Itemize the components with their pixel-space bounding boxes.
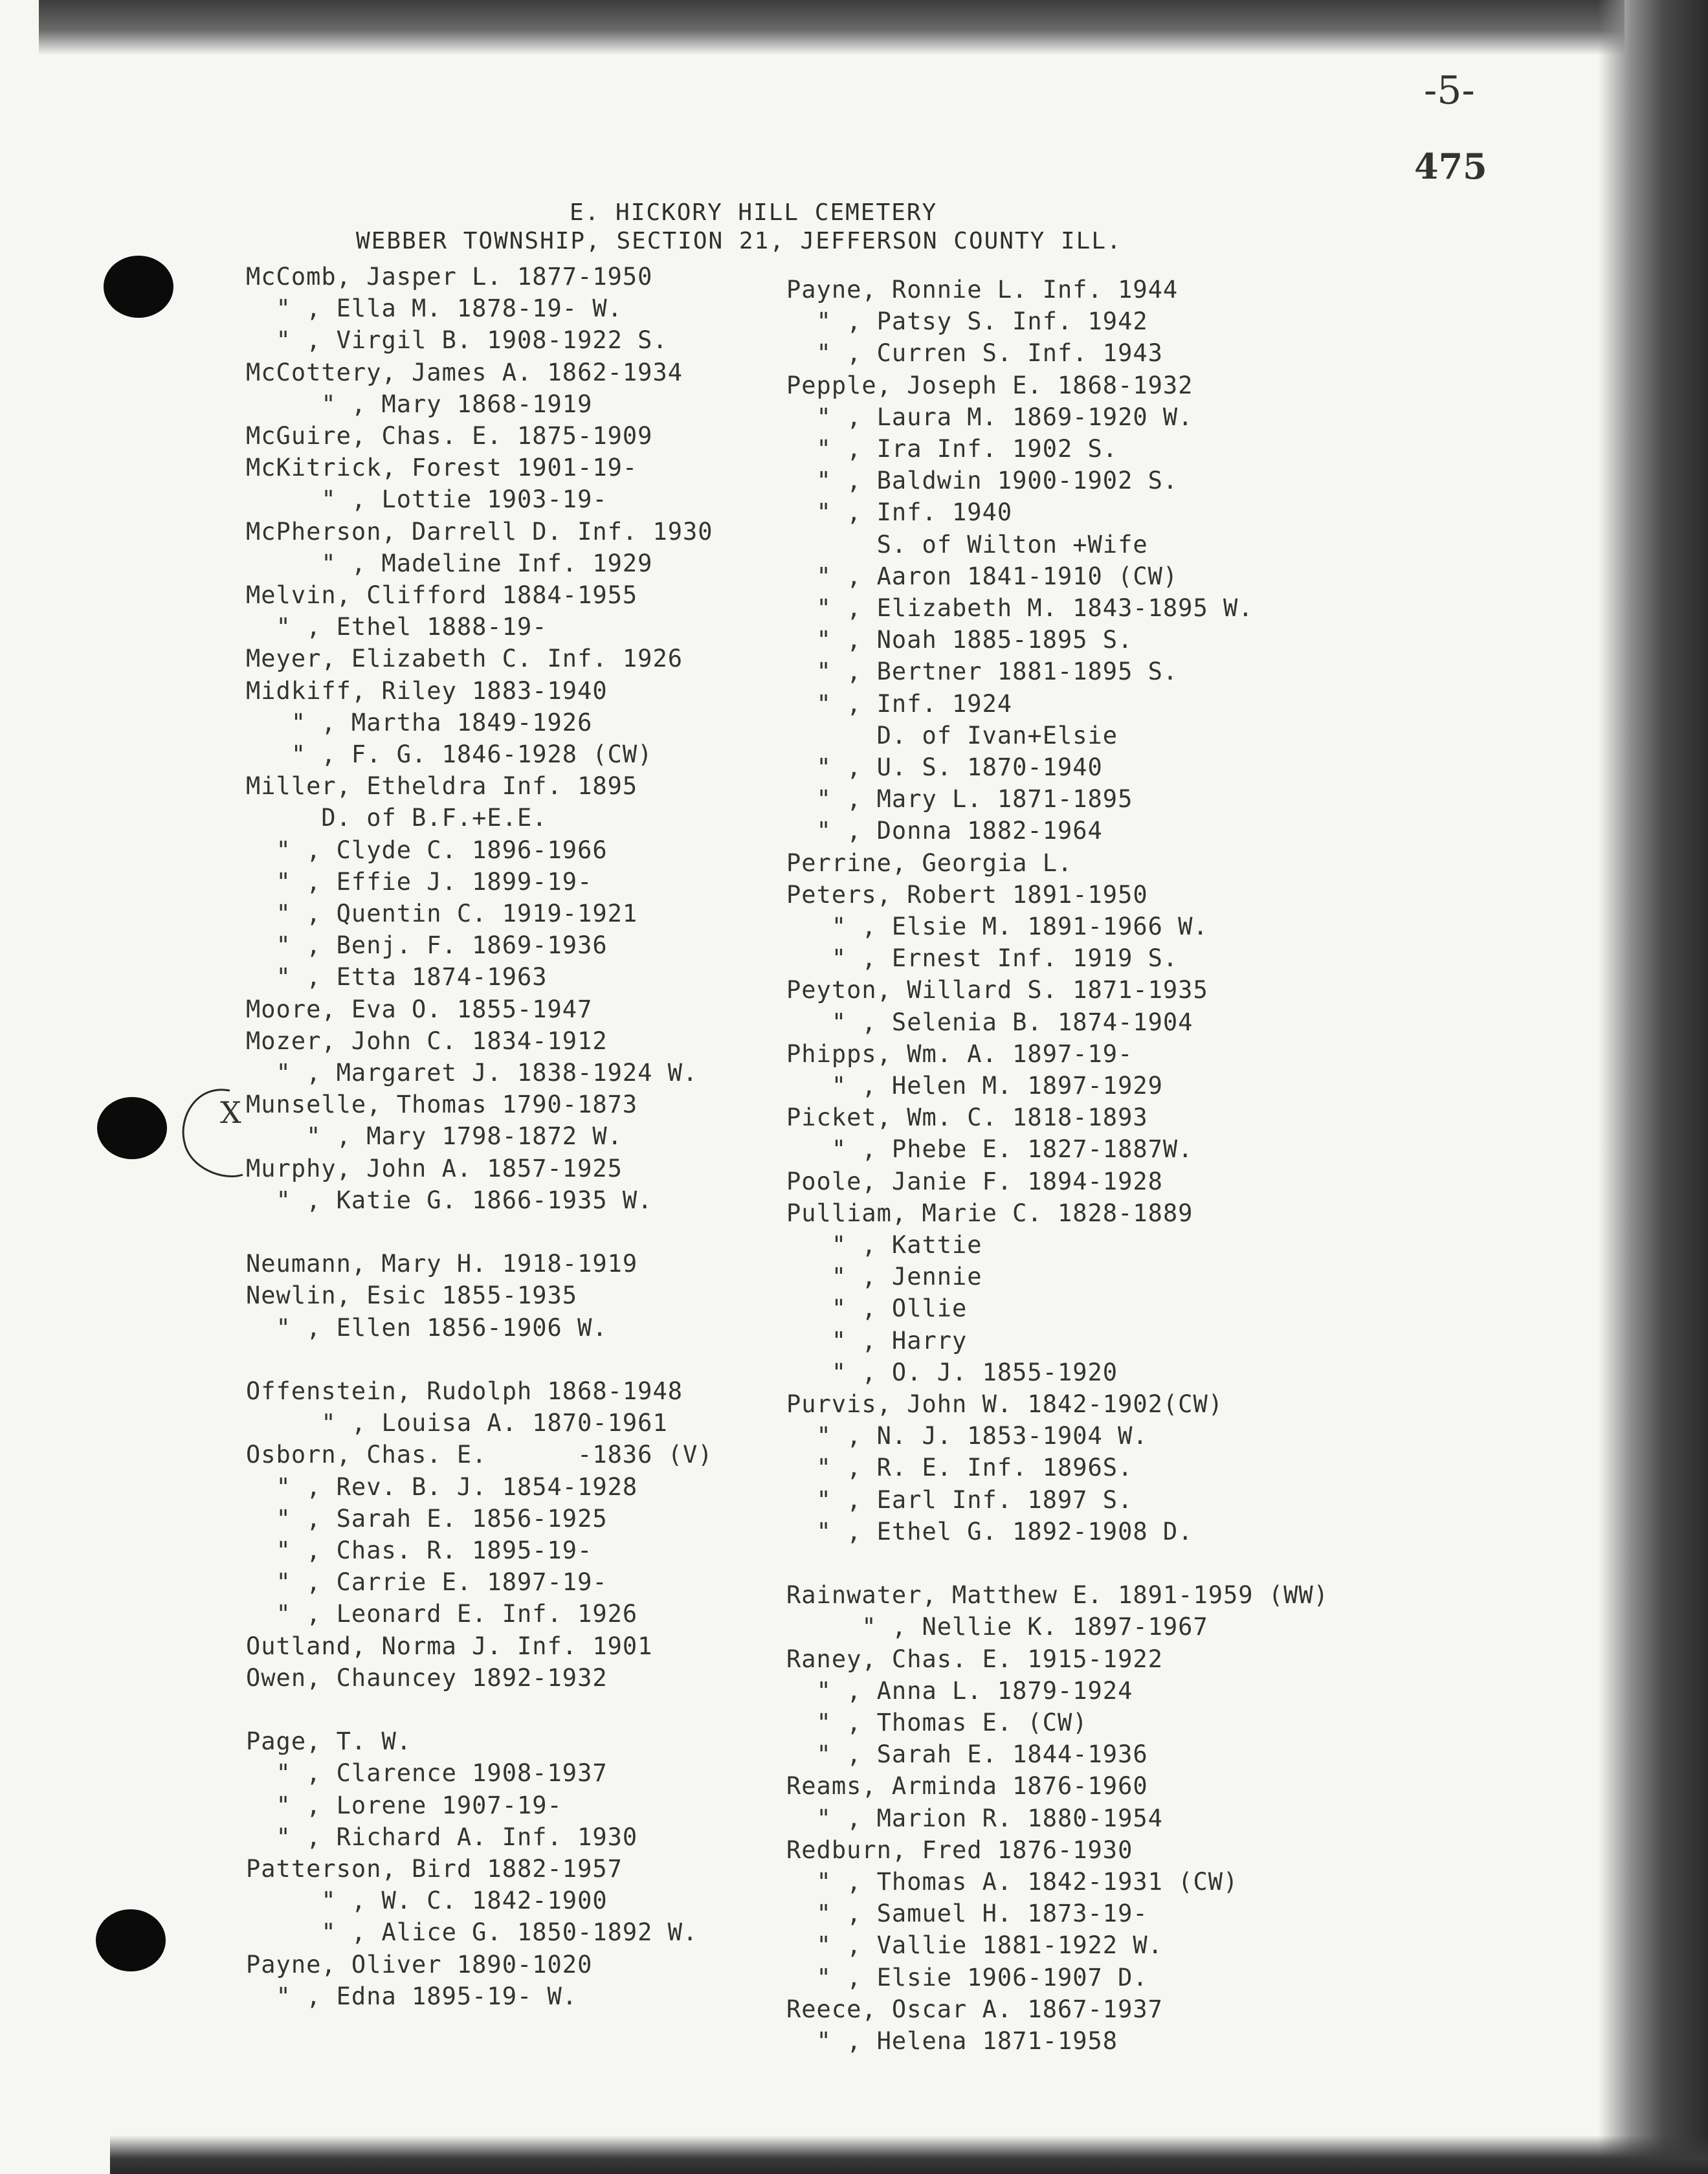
burial-entry: " , Harry	[786, 1326, 968, 1355]
burial-entry: " , Phebe E. 1827-1887W.	[786, 1135, 1193, 1164]
burial-entry: " , W. C. 1842-1900	[246, 1887, 608, 1915]
burial-entry: Picket, Wm. C. 1818-1893	[786, 1104, 1148, 1132]
burial-entry: Perrine, Georgia L.	[786, 849, 1073, 877]
punch-hole-icon	[96, 1909, 166, 1971]
burial-entry: Newlin, Esic 1855-1935	[246, 1281, 578, 1310]
burial-entry: Miller, Etheldra Inf. 1895	[246, 772, 638, 801]
burial-entry: Raney, Chas. E. 1915-1922	[786, 1645, 1163, 1673]
burial-entry: S. of Wilton +Wife	[786, 530, 1148, 559]
burial-entry: " , Jennie	[786, 1263, 982, 1291]
burial-entry: " , Curren S. Inf. 1943	[786, 339, 1163, 368]
burial-entry: " , Benj. F. 1869-1936	[246, 931, 608, 960]
page-number: -5-	[1424, 68, 1475, 113]
burial-entry: " , N. J. 1853-1904 W.	[786, 1422, 1148, 1450]
burial-entry: " , Sarah E. 1844-1936	[786, 1740, 1148, 1769]
burial-entry: Patterson, Bird 1882-1957	[246, 1855, 623, 1883]
burial-entry: " , Edna 1895-19- W.	[246, 1982, 578, 2010]
burial-entry: Peters, Robert 1891-1950	[786, 880, 1148, 909]
burial-entry: " , Baldwin 1900-1902 S.	[786, 467, 1179, 495]
copier-shadow-right	[1598, 0, 1708, 2174]
copier-shadow-top	[39, 0, 1625, 55]
burial-entry: Payne, Ronnie L. Inf. 1944	[786, 276, 1179, 304]
copier-shadow-bottom	[110, 2135, 1708, 2174]
burial-entry: " , Carrie E. 1897-19-	[246, 1568, 608, 1597]
burial-entry: McCottery, James A. 1862-1934	[246, 358, 683, 386]
burial-entry: " , Patsy S. Inf. 1942	[786, 307, 1148, 336]
burial-entry: " , Alice G. 1850-1892 W.	[246, 1918, 698, 1947]
burial-entry: Offenstein, Rudolph 1868-1948	[246, 1377, 683, 1405]
burial-entry: Outland, Norma J. Inf. 1901	[246, 1632, 653, 1660]
burial-entry: " , Martha 1849-1926	[246, 708, 593, 737]
burial-entry: " , R. E. Inf. 1896S.	[786, 1454, 1133, 1482]
burial-entry: " , Marion R. 1880-1954	[786, 1804, 1163, 1832]
burial-entry: Munselle, Thomas 1790-1873	[246, 1091, 638, 1119]
burial-entry: " , Aaron 1841-1910 (CW)	[786, 562, 1179, 590]
burial-entry: Meyer, Elizabeth C. Inf. 1926	[246, 645, 683, 673]
burial-entry: " , Elsie 1906-1907 D.	[786, 1963, 1148, 1991]
burial-entry: Poole, Janie F. 1894-1928	[786, 1167, 1163, 1195]
burial-entry: " , Selenia B. 1874-1904	[786, 1008, 1193, 1036]
burial-entry: " , Ollie	[786, 1294, 968, 1323]
burial-entry: " , Ira Inf. 1902 S.	[786, 435, 1118, 463]
burial-entry: " , Elsie M. 1891-1966 W.	[786, 913, 1208, 940]
burial-entry: " , Mary L. 1871-1895	[786, 785, 1133, 814]
burial-entry: McComb, Jasper L. 1877-1950	[246, 263, 653, 291]
burial-entry: McKitrick, Forest 1901-19-	[246, 454, 638, 482]
punch-hole-icon	[97, 1097, 167, 1159]
burial-entry: Melvin, Clifford 1884-1955	[246, 581, 638, 609]
burial-entry: " , Ethel 1888-19-	[246, 613, 548, 641]
burial-entry: " , Ella M. 1878-19- W.	[246, 294, 623, 323]
burial-entry: " , Katie G. 1866-1935 W.	[246, 1186, 653, 1214]
burial-entry: Osborn, Chas. E. -1836 (V)	[246, 1441, 713, 1469]
burial-entry: " , Mary 1798-1872 W.	[246, 1122, 623, 1151]
burial-entry: Purvis, John W. 1842-1902(CW)	[786, 1390, 1224, 1418]
folio-number: 475	[1414, 146, 1487, 187]
burial-entry: Neumann, Mary H. 1918-1919	[246, 1250, 638, 1278]
burial-entry: Redburn, Fred 1876-1930	[786, 1836, 1133, 1864]
burial-entry: Reams, Arminda 1876-1960	[786, 1772, 1148, 1801]
cemetery-location: WEBBER TOWNSHIP, SECTION 21, JEFFERSON COUNTY ILL.	[356, 228, 1122, 254]
burial-entry: " , Thomas E. (CW)	[786, 1709, 1088, 1736]
burial-entry: " , Lorene 1907-19-	[246, 1791, 562, 1819]
burial-entry: " , Chas. R. 1895-19-	[246, 1536, 593, 1564]
burial-entry: " , Inf. 1924	[786, 689, 1013, 718]
burial-entry: " , Elizabeth M. 1843-1895 W.	[786, 594, 1254, 622]
burial-entry: " , Leonard E. Inf. 1926	[246, 1600, 638, 1628]
burial-entry: Payne, Oliver 1890-1020	[246, 1950, 593, 1979]
burial-entry: Murphy, John A. 1857-1925	[246, 1154, 623, 1182]
burial-entry: D. of Ivan+Elsie	[786, 721, 1118, 749]
burial-entry: " , Laura M. 1869-1920 W.	[786, 403, 1193, 431]
burial-entry: " , Richard A. Inf. 1930	[246, 1823, 638, 1851]
burial-entry: " , Margaret J. 1838-1924 W.	[246, 1059, 698, 1087]
burial-entry: D. of B.F.+E.E.	[246, 804, 548, 832]
burial-entry: " , Madeline Inf. 1929	[246, 549, 653, 577]
burial-entry: " , Noah 1885-1895 S.	[786, 626, 1133, 654]
burial-entry: Mozer, John C. 1834-1912	[246, 1026, 608, 1055]
burial-entry: " , Etta 1874-1963	[246, 963, 548, 992]
burial-entry: " , Clarence 1908-1937	[246, 1759, 608, 1788]
burial-entry: " , Nellie K. 1897-1967	[786, 1613, 1208, 1641]
burial-entry: " , Helen M. 1897-1929	[786, 1072, 1163, 1100]
burial-entry: Pulliam, Marie C. 1828-1889	[786, 1199, 1193, 1227]
burial-entry: " , Ernest Inf. 1919 S.	[786, 944, 1179, 973]
burial-entry: " , Kattie	[786, 1231, 982, 1259]
burial-entry: " , Louisa A. 1870-1961	[246, 1409, 668, 1437]
burial-entry: Page, T. W.	[246, 1727, 412, 1756]
burial-entry: Midkiff, Riley 1883-1940	[246, 676, 608, 705]
burial-entry: Pepple, Joseph E. 1868-1932	[786, 371, 1193, 399]
burial-entry: " , Effie J. 1899-19-	[246, 867, 593, 896]
burial-entry: Rainwater, Matthew E. 1891-1959 (WW)	[786, 1581, 1329, 1610]
burial-entry: " , Lottie 1903-19-	[246, 485, 608, 514]
burial-entry: " , Rev. B. J. 1854-1928	[246, 1472, 638, 1501]
burial-entry: " , Ellen 1856-1906 W.	[246, 1313, 608, 1342]
handwritten-circle-icon	[172, 1078, 256, 1188]
burial-entry: " , Clyde C. 1896-1966	[246, 836, 608, 864]
burial-entry: Owen, Chauncey 1892-1932	[246, 1663, 608, 1692]
burial-entry: " , Bertner 1881-1895 S.	[786, 658, 1179, 686]
margin-x-mark: X	[220, 1095, 241, 1130]
burial-entry: " , Earl Inf. 1897 S.	[786, 1485, 1133, 1514]
burial-entry: Phipps, Wm. A. 1897-19-	[786, 1039, 1133, 1068]
burial-entry: McPherson, Darrell D. Inf. 1930	[246, 517, 713, 546]
burial-entry: Moore, Eva O. 1855-1947	[246, 995, 593, 1023]
burial-entry: " , O. J. 1855-1920	[786, 1358, 1118, 1386]
burial-entry: McGuire, Chas. E. 1875-1909	[246, 422, 653, 450]
burial-entry: " , Donna 1882-1964	[786, 817, 1103, 845]
cemetery-title: E. HICKORY HILL CEMETERY	[570, 199, 938, 226]
burial-entry: " , Mary 1868-1919	[246, 390, 593, 418]
burial-entry: " , Inf. 1940	[786, 498, 1013, 527]
burial-entry: " , Samuel H. 1873-19-	[786, 1900, 1148, 1928]
burial-entry: " , Anna L. 1879-1924	[786, 1676, 1133, 1705]
burial-entry: " , Quentin C. 1919-1921	[246, 900, 638, 927]
burial-entry: " , Virgil B. 1908-1922 S.	[246, 326, 668, 355]
burial-entry: " , Helena 1871-1958	[786, 2027, 1118, 2055]
burial-entry: " , Ethel G. 1892-1908 D.	[786, 1517, 1193, 1546]
burial-entry: " , Vallie 1881-1922 W.	[786, 1931, 1163, 1960]
burial-entry: Reece, Oscar A. 1867-1937	[786, 1995, 1163, 2023]
burial-entry: " , U. S. 1870-1940	[786, 753, 1103, 781]
burial-entry: " , F. G. 1846-1928 (CW)	[246, 740, 653, 768]
burial-entry: Peyton, Willard S. 1871-1935	[786, 976, 1208, 1004]
burial-entry: " , Thomas A. 1842-1931 (CW)	[786, 1868, 1239, 1896]
punch-hole-icon	[104, 256, 173, 318]
burial-entry: " , Sarah E. 1856-1925	[246, 1504, 608, 1533]
